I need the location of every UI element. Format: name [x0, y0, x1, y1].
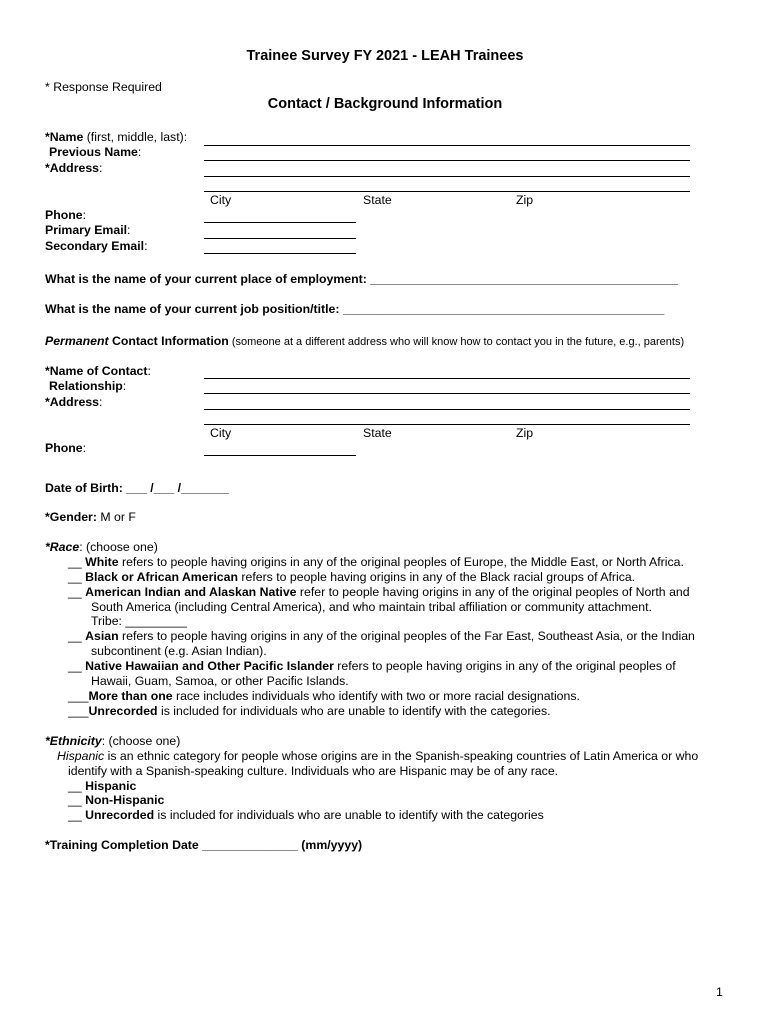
relationship-input-line[interactable]	[204, 393, 690, 394]
ethnicity-option-hispanic[interactable]: __ Hispanic	[68, 779, 137, 793]
address-label-row: *Address:	[45, 161, 103, 175]
race-option-white[interactable]: __ White refers to people having origins in any of the original peoples of Europe, the Middle East, or North Africa.	[68, 555, 684, 569]
race-american-indian-continued: South America (including Central America), and who maintain tribal affiliation or community attachment.	[91, 600, 652, 614]
previous-name-label-row: Previous Name:	[49, 145, 142, 159]
training-completion-date-field[interactable]: *Training Completion Date ______________ (mm/yyyy)	[45, 838, 363, 852]
contact-name-label: *Name of Contact	[45, 364, 148, 378]
relationship-label: Relationship	[49, 379, 123, 393]
perm-address-input-line-1[interactable]	[204, 409, 690, 410]
previous-name-input-line[interactable]	[204, 160, 690, 161]
ethnicity-option-unrecorded[interactable]: __ Unrecorded is included for individuals who are unable to identify with the categories	[68, 808, 544, 822]
race-option-native-hawaiian[interactable]: __ Native Hawaiian and Other Pacific Islander refers to people having origins in any of the original peoples of	[68, 659, 676, 673]
gender-options[interactable]: M or F	[96, 510, 136, 524]
address-input-line-1[interactable]	[204, 176, 690, 177]
perm-city-caption: City	[210, 426, 232, 440]
name-label: *Name	[45, 130, 84, 144]
gender-row	[45, 510, 136, 525]
race-tribe-field[interactable]: Tribe: _________	[91, 614, 187, 628]
race-option-asian[interactable]: __ Asian refers to people having origins in any of the original peoples of the Far East, Southeast Asia, or the Indian	[68, 629, 695, 643]
ethnicity-description: Hispanic is an ethnic category for people whose origins are in the Spanish-speaking countries of Latin America or who	[57, 749, 699, 763]
phone-label-row: Phone:	[45, 208, 86, 222]
secondary-email-label-row: Secondary Email:	[45, 239, 148, 253]
page-number: 1	[716, 985, 723, 999]
perm-address-label: *Address	[45, 395, 99, 409]
address-input-line-2[interactable]	[204, 191, 690, 192]
perm-phone-label: Phone	[45, 441, 83, 455]
relationship-label-row: Relationship:	[49, 379, 127, 393]
date-of-birth-field[interactable]: Date of Birth: ___ /___ /_______	[45, 481, 229, 495]
perm-phone-input-line[interactable]	[204, 455, 356, 456]
ethnicity-label: *Ethnicity	[45, 734, 102, 748]
race-option-black[interactable]: __ Black or African American refers to people having origins in any of the Black racial groups of Africa.	[68, 570, 636, 584]
ethnicity-option-non-hispanic[interactable]: __ Non-Hispanic	[68, 793, 165, 807]
race-option-unrecorded[interactable]: ___Unrecorded is included for individuals who are unable to identify with the categories.	[68, 704, 551, 718]
perm-zip-caption: Zip	[516, 426, 534, 440]
name-input-line[interactable]	[204, 145, 690, 146]
name-label-row	[45, 130, 187, 145]
perm-phone-label-row: Phone:	[45, 441, 86, 455]
previous-name-label: Previous Name	[49, 145, 138, 159]
permanent-contact-note: (someone at a different address who will know how to contact you in the future, e.g., parents)	[228, 336, 685, 348]
section-title: Contact / Background Information	[267, 96, 503, 112]
race-asian-continued: subcontinent (e.g. Asian Indian).	[91, 644, 267, 658]
gender-label: *Gender:	[45, 510, 97, 524]
phone-input-line[interactable]	[204, 222, 356, 223]
perm-state-caption: State	[363, 426, 392, 440]
ethnicity-heading: *Ethnicity: (choose one)	[45, 734, 181, 748]
race-native-hawaiian-continued: Hawaii, Guam, Samoa, or other Pacific Islands.	[91, 674, 349, 688]
perm-address-label-row: *Address:	[45, 395, 103, 409]
contact-name-label-row: *Name of Contact:	[45, 364, 151, 378]
race-label: *Race	[45, 540, 80, 554]
ethnicity-description-continued: identify with a Spanish-speaking culture. Individuals who are Hispanic may be of any race.	[68, 764, 559, 778]
address-label: *Address	[45, 161, 99, 175]
race-heading: *Race: (choose one)	[45, 540, 158, 554]
primary-email-label: Primary Email	[45, 223, 128, 237]
secondary-email-label: Secondary Email	[45, 239, 145, 253]
perm-address-input-line-2[interactable]	[204, 424, 690, 425]
position-question[interactable]: What is the name of your current job position/title: _______________________________________________	[45, 302, 665, 316]
city-caption: City	[210, 193, 232, 207]
employment-question[interactable]: What is the name of your current place of employment: _____________________________________________	[45, 272, 678, 286]
name-hint: (first, middle, last):	[83, 130, 188, 144]
zip-caption: Zip	[516, 193, 534, 207]
permanent-contact-heading: Permanent Contact Information (someone at a different address who will know how to contact you in the future, e.g., parents)	[45, 334, 685, 348]
race-option-american-indian[interactable]: __ American Indian and Alaskan Native refer to people having origins in any of the original peoples of North and	[68, 585, 690, 599]
secondary-email-input-line[interactable]	[204, 253, 356, 254]
phone-label: Phone	[45, 208, 83, 222]
response-required-note: * Response Required	[45, 80, 162, 94]
state-caption: State	[363, 193, 392, 207]
contact-name-input-line[interactable]	[204, 378, 690, 379]
primary-email-label-row: Primary Email:	[45, 223, 131, 237]
race-option-more-than-one[interactable]: ___More than one race includes individuals who identify with two or more racial designations.	[68, 689, 580, 703]
primary-email-input-line[interactable]	[204, 238, 356, 239]
permanent-word: Permanent	[45, 334, 109, 348]
page-title: Trainee Survey FY 2021 - LEAH Trainees	[246, 48, 524, 64]
